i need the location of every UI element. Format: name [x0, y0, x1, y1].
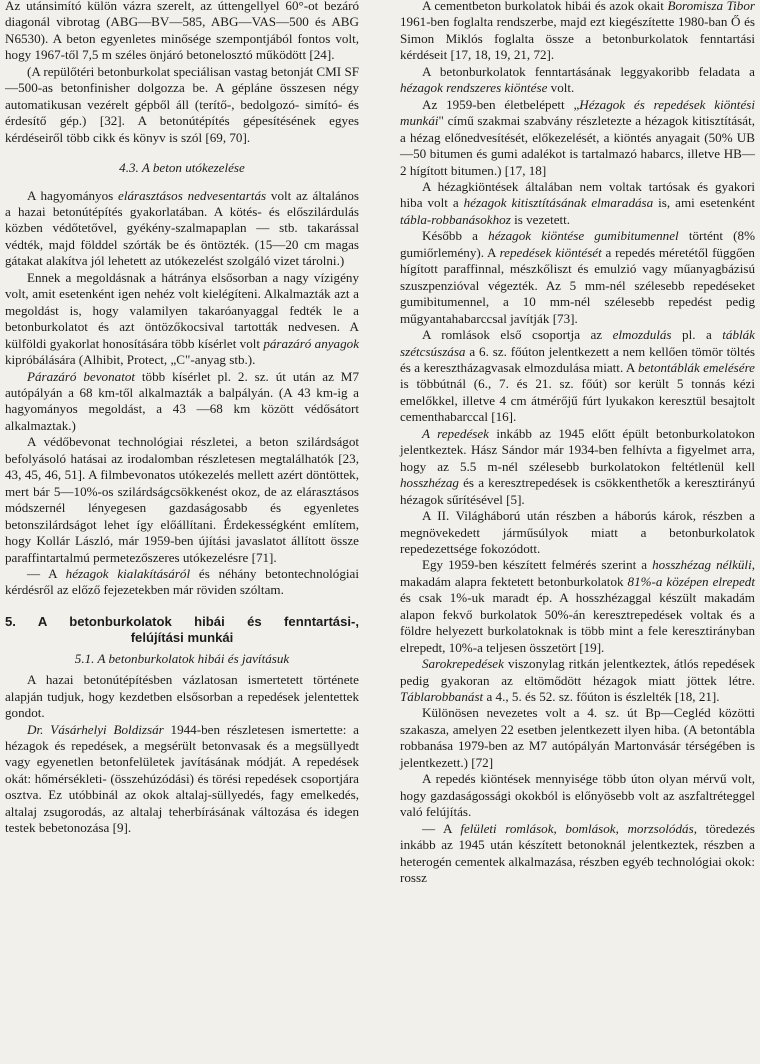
section-heading: 5. A betonburkolatok hibái és fenntartási-,	[5, 613, 359, 629]
paragraph: A betonburkolatok fenntartásának leggyakoribb feladata a hézagok rendszeres kiöntése volt.	[400, 63, 755, 96]
paragraph: Dr. Vásárhelyi Boldizsár 1944-ben részletesen ismertette: a hézagok és repedések, a megsérült betonvasak és a megsüllyedt vagy egyenetlen betonfelületek javításának módját. A repedések okát: hőmérsékleti- (összehúzódási) és törési repedések csoportjára osztva. Ez utóbbinál az okok altalaj-süllyedés, fagy emelkedés, altalaj zsugorodás, az altalaj teherbírásának változása és idegen testek bebetonozása [9].	[5, 721, 359, 836]
section-heading-continued: felújítási munkái	[130, 630, 234, 646]
paragraph: A repedések inkább az 1945 előtt épült betonburkolatokon jelentkeztek. Hász Sándor már 1934-ben felhívta a figyelmet arra, hogy az 5.5 m-nél szélesebb burkolatokon feltétlenül kell hosszhézag és a keresztrepedések is csökkenthetők a keresztirányú hézagok sűrítésével [5].	[400, 425, 755, 507]
subsection-heading: 5.1. A betonburkolatok hibái és javításuk	[74, 650, 290, 666]
paragraph: — A felületi romlások, bomlások, morzsolódás, töredezés inkább az 1945 után készített betonoknál jelentkeztek, részben a heterogén cementek alkalmazása, részben egyéb technológiai okok: rossz	[400, 820, 755, 886]
subsection-heading: 4.3. A beton utókezelése	[119, 160, 245, 176]
right-column	[400, 0, 755, 886]
paragraph: A cementbeton burkolatok hibái és azok okait Boromisza Tibor 1961-ben foglalta rendszerbe, majd ezt kiegészítette 1980-ban Ő és Simon Miklós foglalta össze a betonburkolatok fenntartási kérdéseit [17, 18, 19, 21, 72].	[400, 0, 755, 63]
paragraph: A hagyományos elárasztásos nedvesentartás volt az általános a hazai betonútépítés gyakorlatában. A kötés- és előszilárdulás közben védőtetővel, gyékény-szalmapaplan — stb. takarással védték, majd földdel szórták be és öntözték. (15—20 cm magas gátakat alakítva jól lehetett az utókezelést szolgáló vizet tárolni.)	[5, 187, 359, 269]
paragraph: A hézagkiöntések általában nem voltak tartósak és gyakori hiba volt a hézagok kitisztításának elmaradása is, ami esetenként tábla-robbanásokhoz is vezetett.	[400, 178, 755, 227]
paragraph: Az 1959-ben életbelépett „Hézagok és repedések kiöntési munkái" című szakmai szabvány részletezte a hézagok kitisztítását, a hézag előnedvesítését, előkezelését, a kiöntés anyagait (50% UB—50 bitumen és gumi adalékot is tartalmazó habarcs, illetve HB—2 hígított bitumen.) [17, 18]	[400, 96, 755, 178]
paragraph: A hazai betonútépítésben vázlatosan ismertetett története alapján tudjuk, hogy kezdetben elsősorban a repedések jelentettek gondot.	[5, 672, 359, 721]
paragraph: Egy 1959-ben készített felmérés szerint a hosszhézag nélküli, makadám alapra fektetett betonburkolatok 81%-a középen elrepedt és csak 1%-uk maradt ép. A hosszhézaggal készült makadám alapon fekvő burkolatok 50%-án keresztrepedések voltak és a földre helyezett burkolatoknak is több mint a fele keresztirányban elrepedt, 10%-a teljesen összetört [19].	[400, 557, 755, 655]
paragraph: A védőbevonat technológiai részletei, a beton szilárdságot befolyásoló hatásai az irodalomban részletesen megtalálhatók [23, 43, 45, 46, 51]. A filmbevonatos utókezelés mellett azért döntöttek, mert bár 5—10%-os szilárdságcsökkenést okoz, de az elárasztásos módszernél lényegesen gazdaságosabb és egyenletes betonszilárdságot lehet így előállítani. Érdekességként említem, hogy Kollár László, már 1959-ben újítási javaslatot állított össze paraffintartalmú permetezőszeres utókezelésre [71].	[5, 434, 359, 565]
left-column	[5, 0, 359, 837]
paragraph: A romlások első csoportja az elmozdulás pl. a táblák szétcsúszása a 6. sz. főúton jelentkezett a nem kellően tömör töltés és a keresztházagvasak elmozdulása miatt. A betontáblák emelésére is többútnál (6., 7. és 21. sz. főút) sor került 5 tonnás kézi emelőkkel, illetve 4 cm átmérőjű fúrt lyukakon keresztül besajtolt cementhabarccal [16].	[400, 327, 755, 425]
paragraph: Ennek a megoldásnak a hátránya elsősorban a nagy vízigény volt, amit esetenként igen nehéz volt kielégíteni. Alkalmazták azt a megoldást is, hogy valamilyen takaróanyaggal fedték le a betonburkolatot és azt öntözőkocsival tartották nedvesen. A külföldi gyakorlat honosítására több kísérlet volt párazáró anyagok kipróbálására (Alhibit, Protect, „C"-anyag stb.).	[5, 269, 360, 368]
paragraph: (A repülőtéri betonburkolat speciálisan vastag betonját CMI SF—500-as betonfinisher dolgozza be. A gépláne összesen négy automatikusan vezérelt gépből áll (terítő-, bedolgozó- simító- és érdesítő gép.) [32]. A betonútépítés gépesítésének egyes kérdéseiről több cikk és könyv is szól [69, 70].	[5, 63, 360, 145]
paragraph: Párazáró bevonatot több kísérlet pl. 2. sz. út után az M7 autópályán a 68 km-től alkalmazták a balpályán. (A 43 km-ig a hagyományos megoldást, a 43 —68 km között védősátort alkalmaztak.)	[5, 368, 359, 433]
paragraph: Sarokrepedések viszonylag ritkán jelentkeztek, átlós repedések pedig gyakoran az eltömődött hézagok miatt jöttek létre. Táblarobbanást a 4., 5. és 52. sz. főúton is észlelték [18, 21].	[400, 656, 755, 705]
paragraph: — A hézagok kialakításáról és néhány betontechnológiai kérdésről az előző fejezetekben már röviden szóltam.	[5, 565, 359, 598]
paragraph: Az utánsimító külön vázra szerelt, az úttengellyel 60°-ot bezáró diagonál vibrotag (ABG—BV—585, ABG—VAS—500 és ABG N6530). A beton egyenletes minősége szempontjából fontos volt, hogy 1967-től 7,5 m széles önjáró betonelosztó működött [24].	[5, 0, 359, 63]
paragraph: Később a hézagok kiöntése gumibitumennel történt (8% gumiőrlemény). A repedések kiöntését a repedés méretétől függően hígított paraffinnal, mészkőliszt és emulzió vagy műanyagbázisú szuszpenzióval végezték. Az 5 mm-nél szélesebb repedéseket gumibitumennel, a 10 mm-nél szélesebb repedést pedig műgyantahabarccsal javítják [73].	[400, 228, 755, 326]
paragraph: A repedés kiöntések mennyisége több úton olyan mérvű volt, hogy gazdaságossági okokból is előnyösebb volt az aszfaltréteggel való felújítás.	[400, 771, 755, 820]
paragraph: Különösen nevezetes volt a 4. sz. út Bp—Cegléd közötti szakasza, amelyen 22 esetben jelentkezett ilyen hiba. (A betontábla robbanása 1979-ben az M7 autópályán Martonvásár térségében is jelentkezett.) [72]	[400, 705, 755, 770]
paragraph: A II. Világháború után részben a háborús károk, részben a megnövekedett járműsúlyok miatt a betonburkolatok repedezettsége fokozódott.	[400, 508, 755, 556]
